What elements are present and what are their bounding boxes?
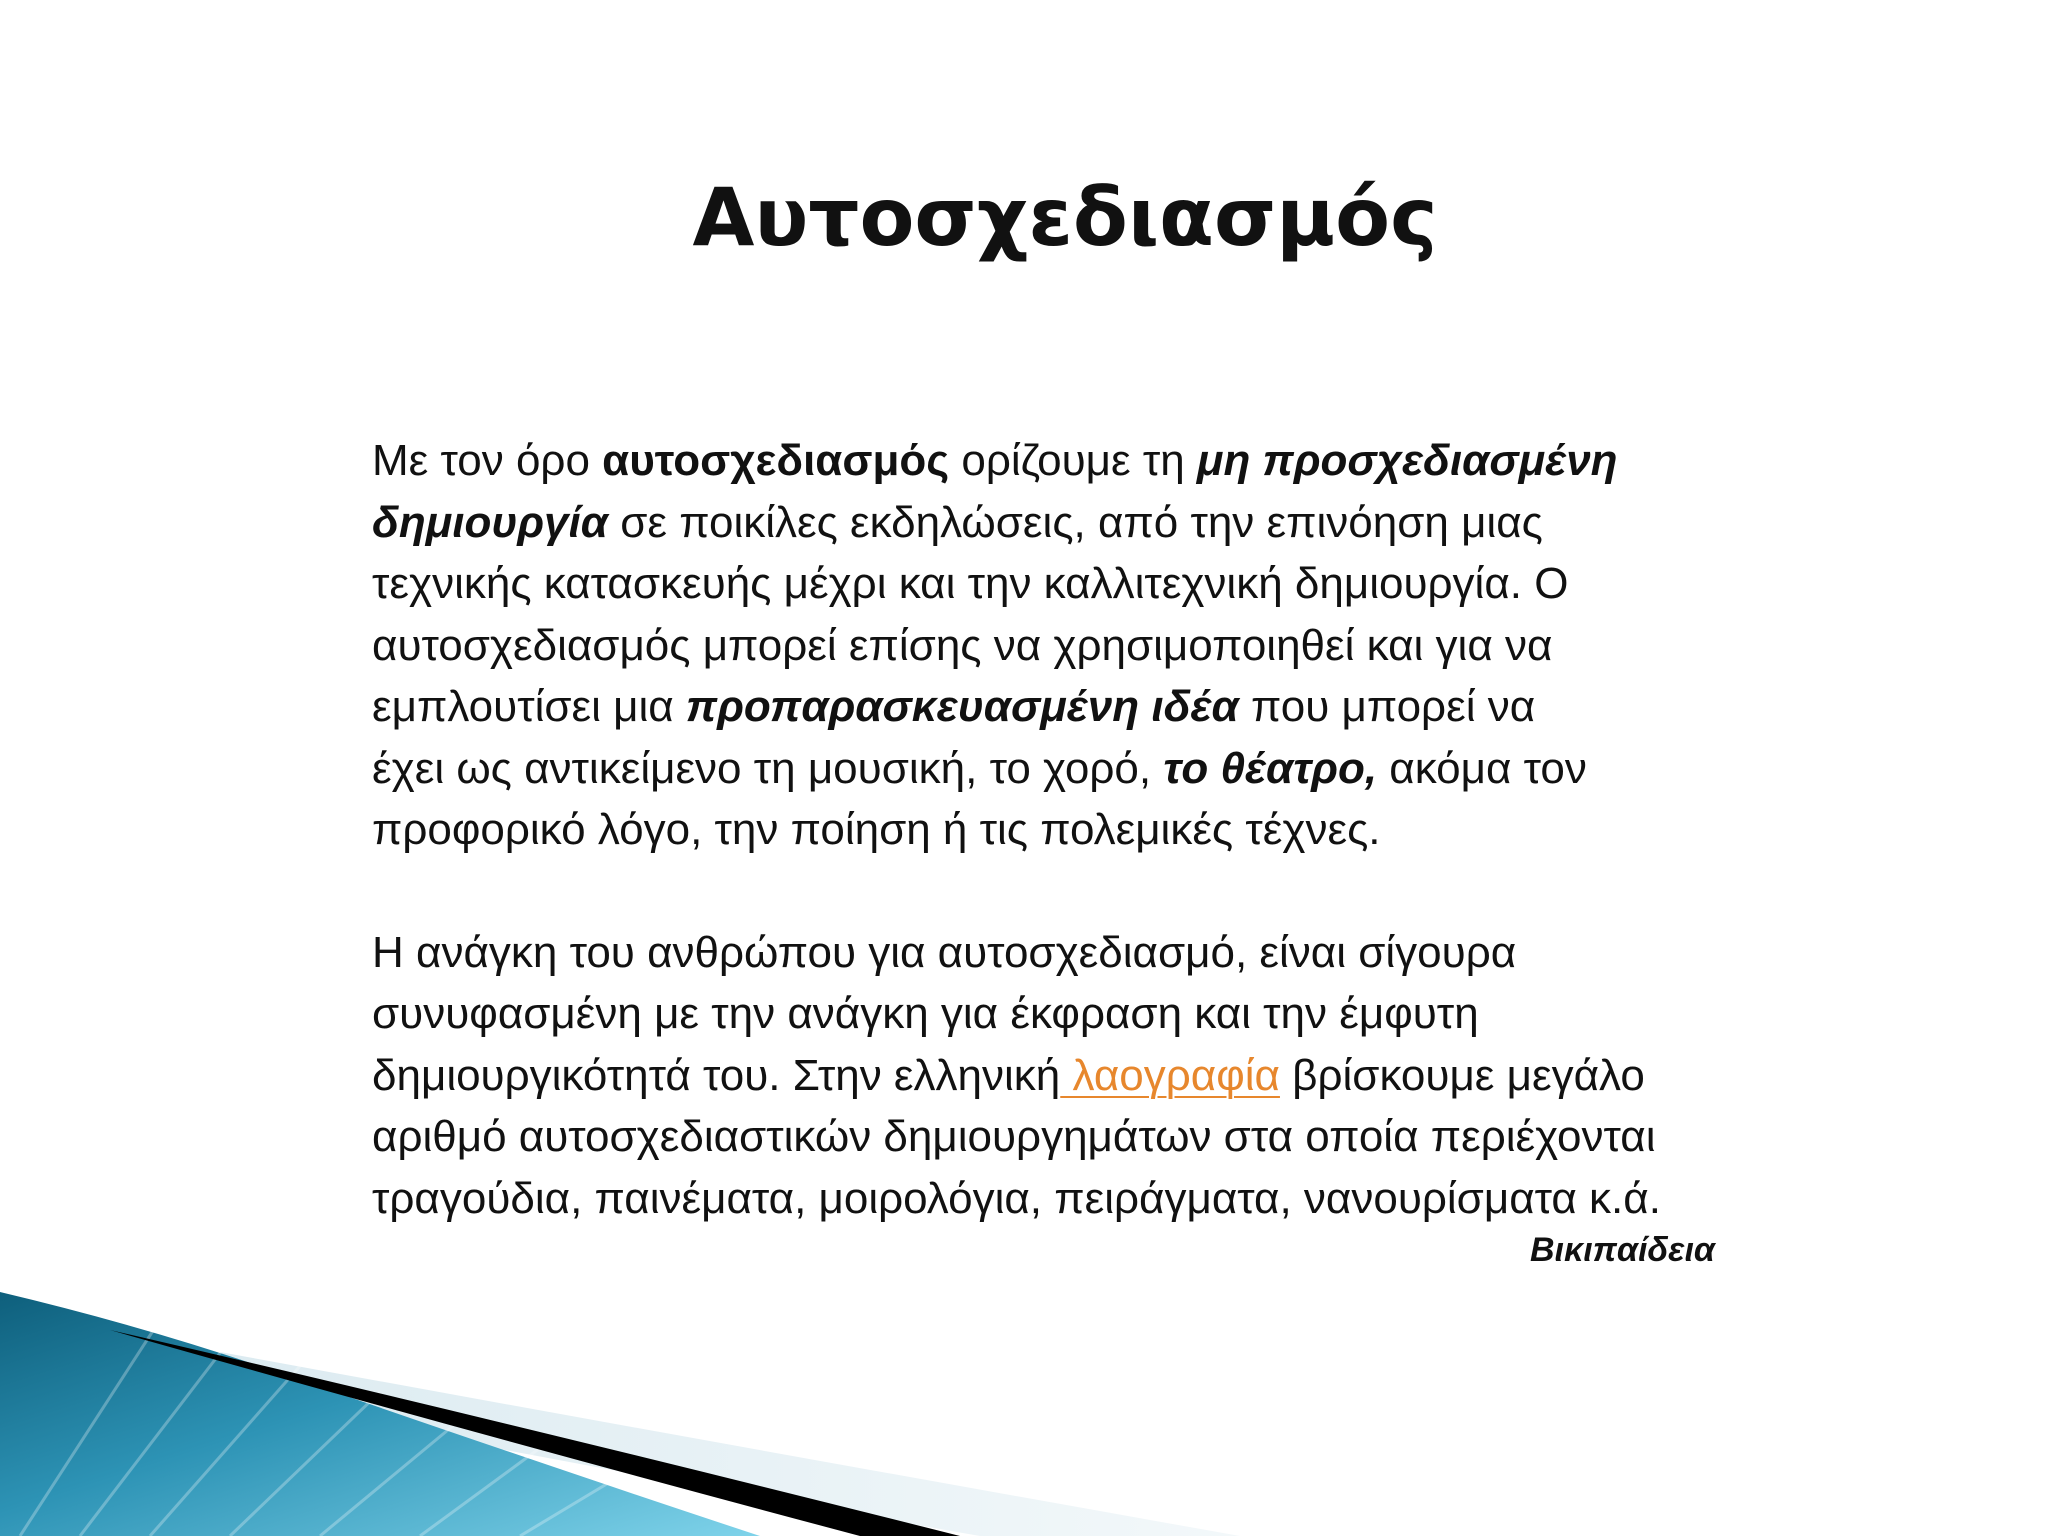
- source-attribution: Βικιπαίδεια: [1530, 1231, 1715, 1269]
- black-swoosh-shape: [110, 1330, 960, 1536]
- text-span: βρίσκουμε μεγάλο: [1279, 1050, 1645, 1100]
- folklore-link[interactable]: λαογραφία: [1060, 1050, 1280, 1100]
- teal-streaks: [20, 1320, 620, 1536]
- teal-band-shape: [0, 1292, 760, 1536]
- text-line: τεχνικής κατασκευής μέχρι και την καλλιτεχνική δημιουργία. Ο: [372, 559, 1569, 608]
- text-line: συνυφασμένη με την ανάγκη για έκφραση και την έμφυτη: [372, 989, 1479, 1038]
- bold-italic-term: δημιουργία: [372, 497, 609, 547]
- text-line: τραγούδια, παινέματα, μοιρολόγια, πειράγματα, νανουρίσματα κ.ά.: [372, 1173, 1661, 1223]
- text-line: Η ανάγκη του ανθρώπου για αυτοσχεδιασμό, είναι σίγουρα: [372, 927, 1517, 977]
- bold-italic-term: το θέατρο,: [1163, 743, 1378, 793]
- slide-body: [372, 430, 1932, 1229]
- text-span: σε ποικίλες εκδηλώσεις, από την επινόηση μιας: [608, 497, 1543, 547]
- text-line: [372, 676, 1932, 738]
- bold-italic-term: προπαρασκευασμένη ιδέα: [685, 682, 1239, 731]
- text-span: δημιουργικότητά του. Στην ελληνική: [372, 1050, 1061, 1100]
- text-line: [372, 1045, 1932, 1107]
- text-span: έχει ως αντικείμενο τη μουσική, το χορό,: [372, 743, 1164, 793]
- text-span: ορίζουμε τη: [949, 436, 1197, 485]
- text-line: αριθμό αυτοσχεδιαστικών δημιουργημάτων στα οποία περιέχονται: [372, 1112, 1656, 1161]
- text-span: Με τον όρο: [372, 436, 603, 485]
- text-line: αυτοσχεδιασμός μπορεί επίσης να χρησιμοποιηθεί και για να: [372, 620, 1553, 670]
- text-line: [372, 738, 1932, 800]
- paragraph-spacer: [372, 861, 1932, 922]
- bold-italic-term: μη προσχεδιασμένη: [1196, 436, 1618, 485]
- text-span: εμπλουτίσει μια: [372, 682, 686, 731]
- text-line: [372, 430, 1932, 492]
- paragraph-folklore: [372, 922, 1932, 1230]
- paragraph-definition: [372, 430, 1932, 861]
- text-line: προφορικό λόγο, την ποίηση ή τις πολεμικές τέχνες.: [372, 805, 1381, 854]
- text-span: που μπορεί να: [1238, 682, 1536, 731]
- bold-term: αυτοσχεδιασμός: [602, 436, 950, 485]
- text-line: [372, 492, 1932, 554]
- pale-band-shape: [220, 1352, 1240, 1536]
- text-span: ακόμα τον: [1377, 743, 1587, 793]
- slide-title: Αυτοσχεδιασμός: [692, 171, 1438, 264]
